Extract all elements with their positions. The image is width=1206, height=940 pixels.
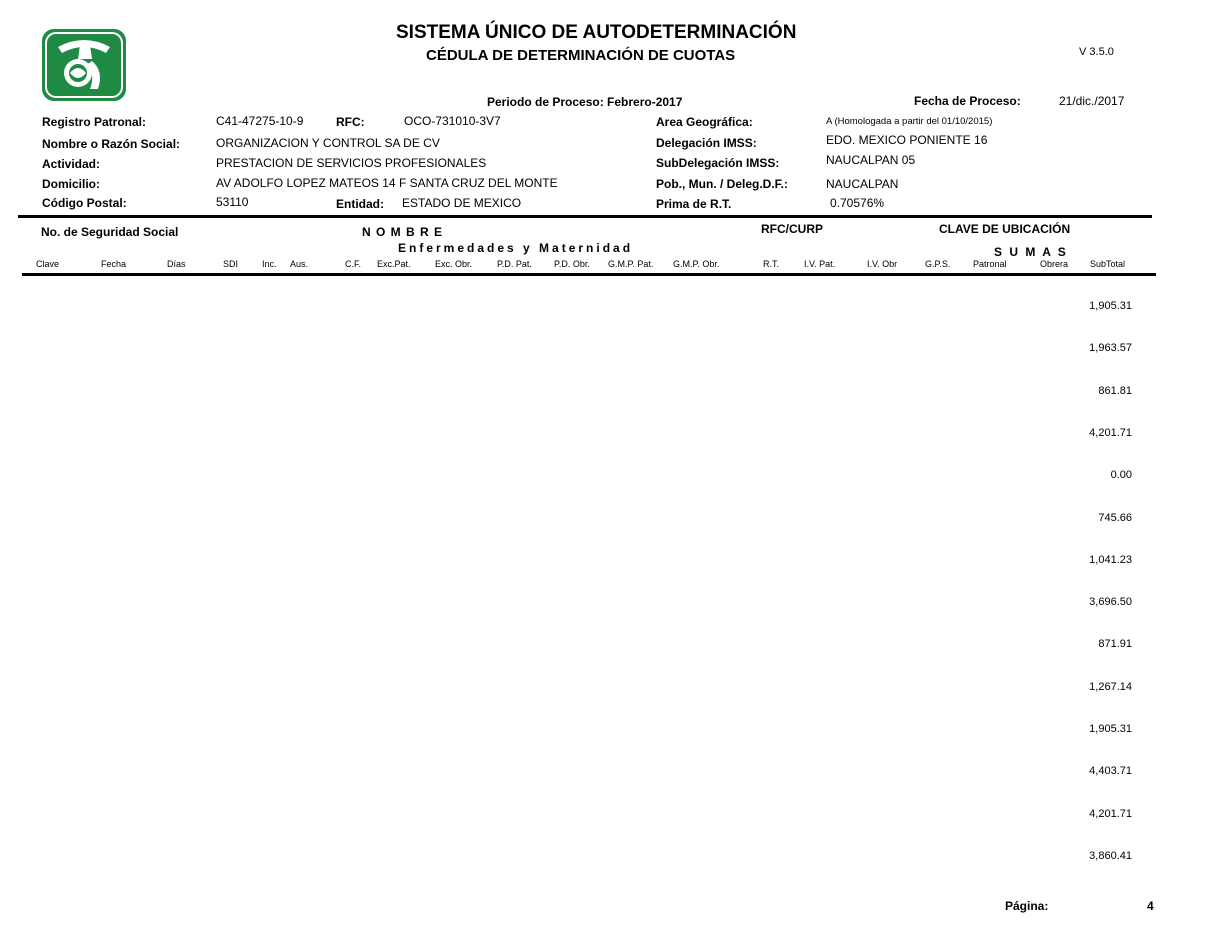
codigo-postal-value: 53110 [216,195,249,209]
page-title: SISTEMA ÚNICO DE AUTODETERMINACIÓN [396,22,797,43]
entidad-label: Entidad: [336,197,384,211]
col-inc: Inc. [262,259,277,269]
pagina-label: Página: [1005,899,1049,913]
area-geografica-value: A (Homologada a partir del 01/10/2015) [826,116,993,127]
col-exc-pat: Exc.Pat. [377,259,411,269]
col-gps: G.P.S. [925,259,951,269]
header-rule-top [18,215,1152,218]
col-pd-obr: P.D. Obr. [554,259,590,269]
subtotal-value: 1,963.57 [1089,342,1132,354]
col-sdi: SDI [223,259,239,269]
area-geografica-label: Area Geográfica: [656,115,753,129]
actividad-label: Actividad: [42,157,101,171]
rfc-value: OCO-731010-3V7 [404,114,501,128]
subtotal-value: 1,267.14 [1089,681,1132,693]
subtotal-value: 861.81 [1098,385,1132,397]
subtotal-value: 4,201.71 [1089,808,1132,820]
subtotal-value: 745.66 [1098,512,1132,524]
rfc-label: RFC: [336,115,365,129]
col-dias: Días [167,259,186,269]
col-fecha: Fecha [101,259,127,269]
codigo-postal-label: Código Postal: [42,196,127,210]
col-rt: R.T. [763,259,780,269]
subdelegacion-value: NAUCALPAN 05 [826,153,916,167]
subtotal-value: 3,860.41 [1089,850,1132,862]
delegacion-value: EDO. MEXICO PONIENTE 16 [826,133,988,147]
col-cf: C.F. [345,259,362,269]
actividad-value: PRESTACION DE SERVICIOS PROFESIONALES [216,156,487,170]
col-gmp-pat: G.M.P. Pat. [608,259,654,269]
prima-rt-label: Prima de R.T. [656,197,732,211]
sumas-header: S U M A S [994,245,1068,259]
page-subtitle: CÉDULA DE DETERMINACIÓN DE CUOTAS [426,47,736,64]
subtotal-value: 3,696.50 [1089,596,1132,608]
header-rule-bottom [22,273,1156,276]
delegacion-label: Delegación IMSS: [656,136,757,150]
subtotal-value: 1,905.31 [1089,723,1132,735]
razon-social-label: Nombre o Razón Social: [42,137,181,151]
col-obrera: Obrera [1040,259,1069,269]
poblacion-label: Pob., Mun. / Deleg.D.F.: [656,177,788,191]
prima-rt-value: 0.70576% [830,196,885,210]
col-exc-obr: Exc. Obr. [435,259,473,269]
col-iv-pat: I.V. Pat. [804,259,836,269]
rfc-curp-header: RFC/CURP [761,222,823,236]
subtotal-value: 871.91 [1098,638,1132,650]
col-clave: Clave [36,259,60,269]
col-pd-pat: P.D. Pat. [497,259,532,269]
subtotal-value: 1,905.31 [1089,300,1132,312]
poblacion-value: NAUCALPAN [826,177,899,191]
entidad-value: ESTADO DE MEXICO [402,196,522,210]
domicilio-value: AV ADOLFO LOPEZ MATEOS 14 F SANTA CRUZ DEL MONTE [216,176,558,190]
nss-header: No. de Seguridad Social [41,225,179,239]
version-label: V 3.5.0 [1079,46,1114,58]
fecha-proceso-value: 21/dic./2017 [1059,94,1125,108]
subtotal-value: 4,201.71 [1089,427,1132,439]
col-iv-obr: I.V. Obr [867,259,898,269]
subdelegacion-label: SubDelegación IMSS: [656,156,780,170]
col-gmp-obr: G.M.P. Obr. [673,259,720,269]
periodo-proceso: Periodo de Proceso: Febrero-2017 [487,95,683,109]
subtotal-value: 0.00 [1110,469,1132,481]
col-subtotal: SubTotal [1090,259,1126,269]
clave-ubicacion-header: CLAVE DE UBICACIÓN [939,222,1071,236]
registro-patronal-value: C41-47275-10-9 [216,114,304,128]
subtotal-value: 4,403.71 [1089,765,1132,777]
nombre-header: N O M B R E [362,225,444,239]
registro-patronal-label: Registro Patronal: [42,115,147,129]
imss-logo [40,27,128,103]
pagina-number: 4 [1147,899,1154,913]
domicilio-label: Domicilio: [42,177,101,191]
col-patronal: Patronal [973,259,1007,269]
col-aus: Aus. [290,259,309,269]
subtotal-value: 1,041.23 [1089,554,1132,566]
enfermedades-maternidad-header: Enfermedades y Maternidad [398,241,634,255]
fecha-proceso-label: Fecha de Proceso: [914,94,1021,108]
razon-social-value: ORGANIZACION Y CONTROL SA DE CV [216,136,440,150]
